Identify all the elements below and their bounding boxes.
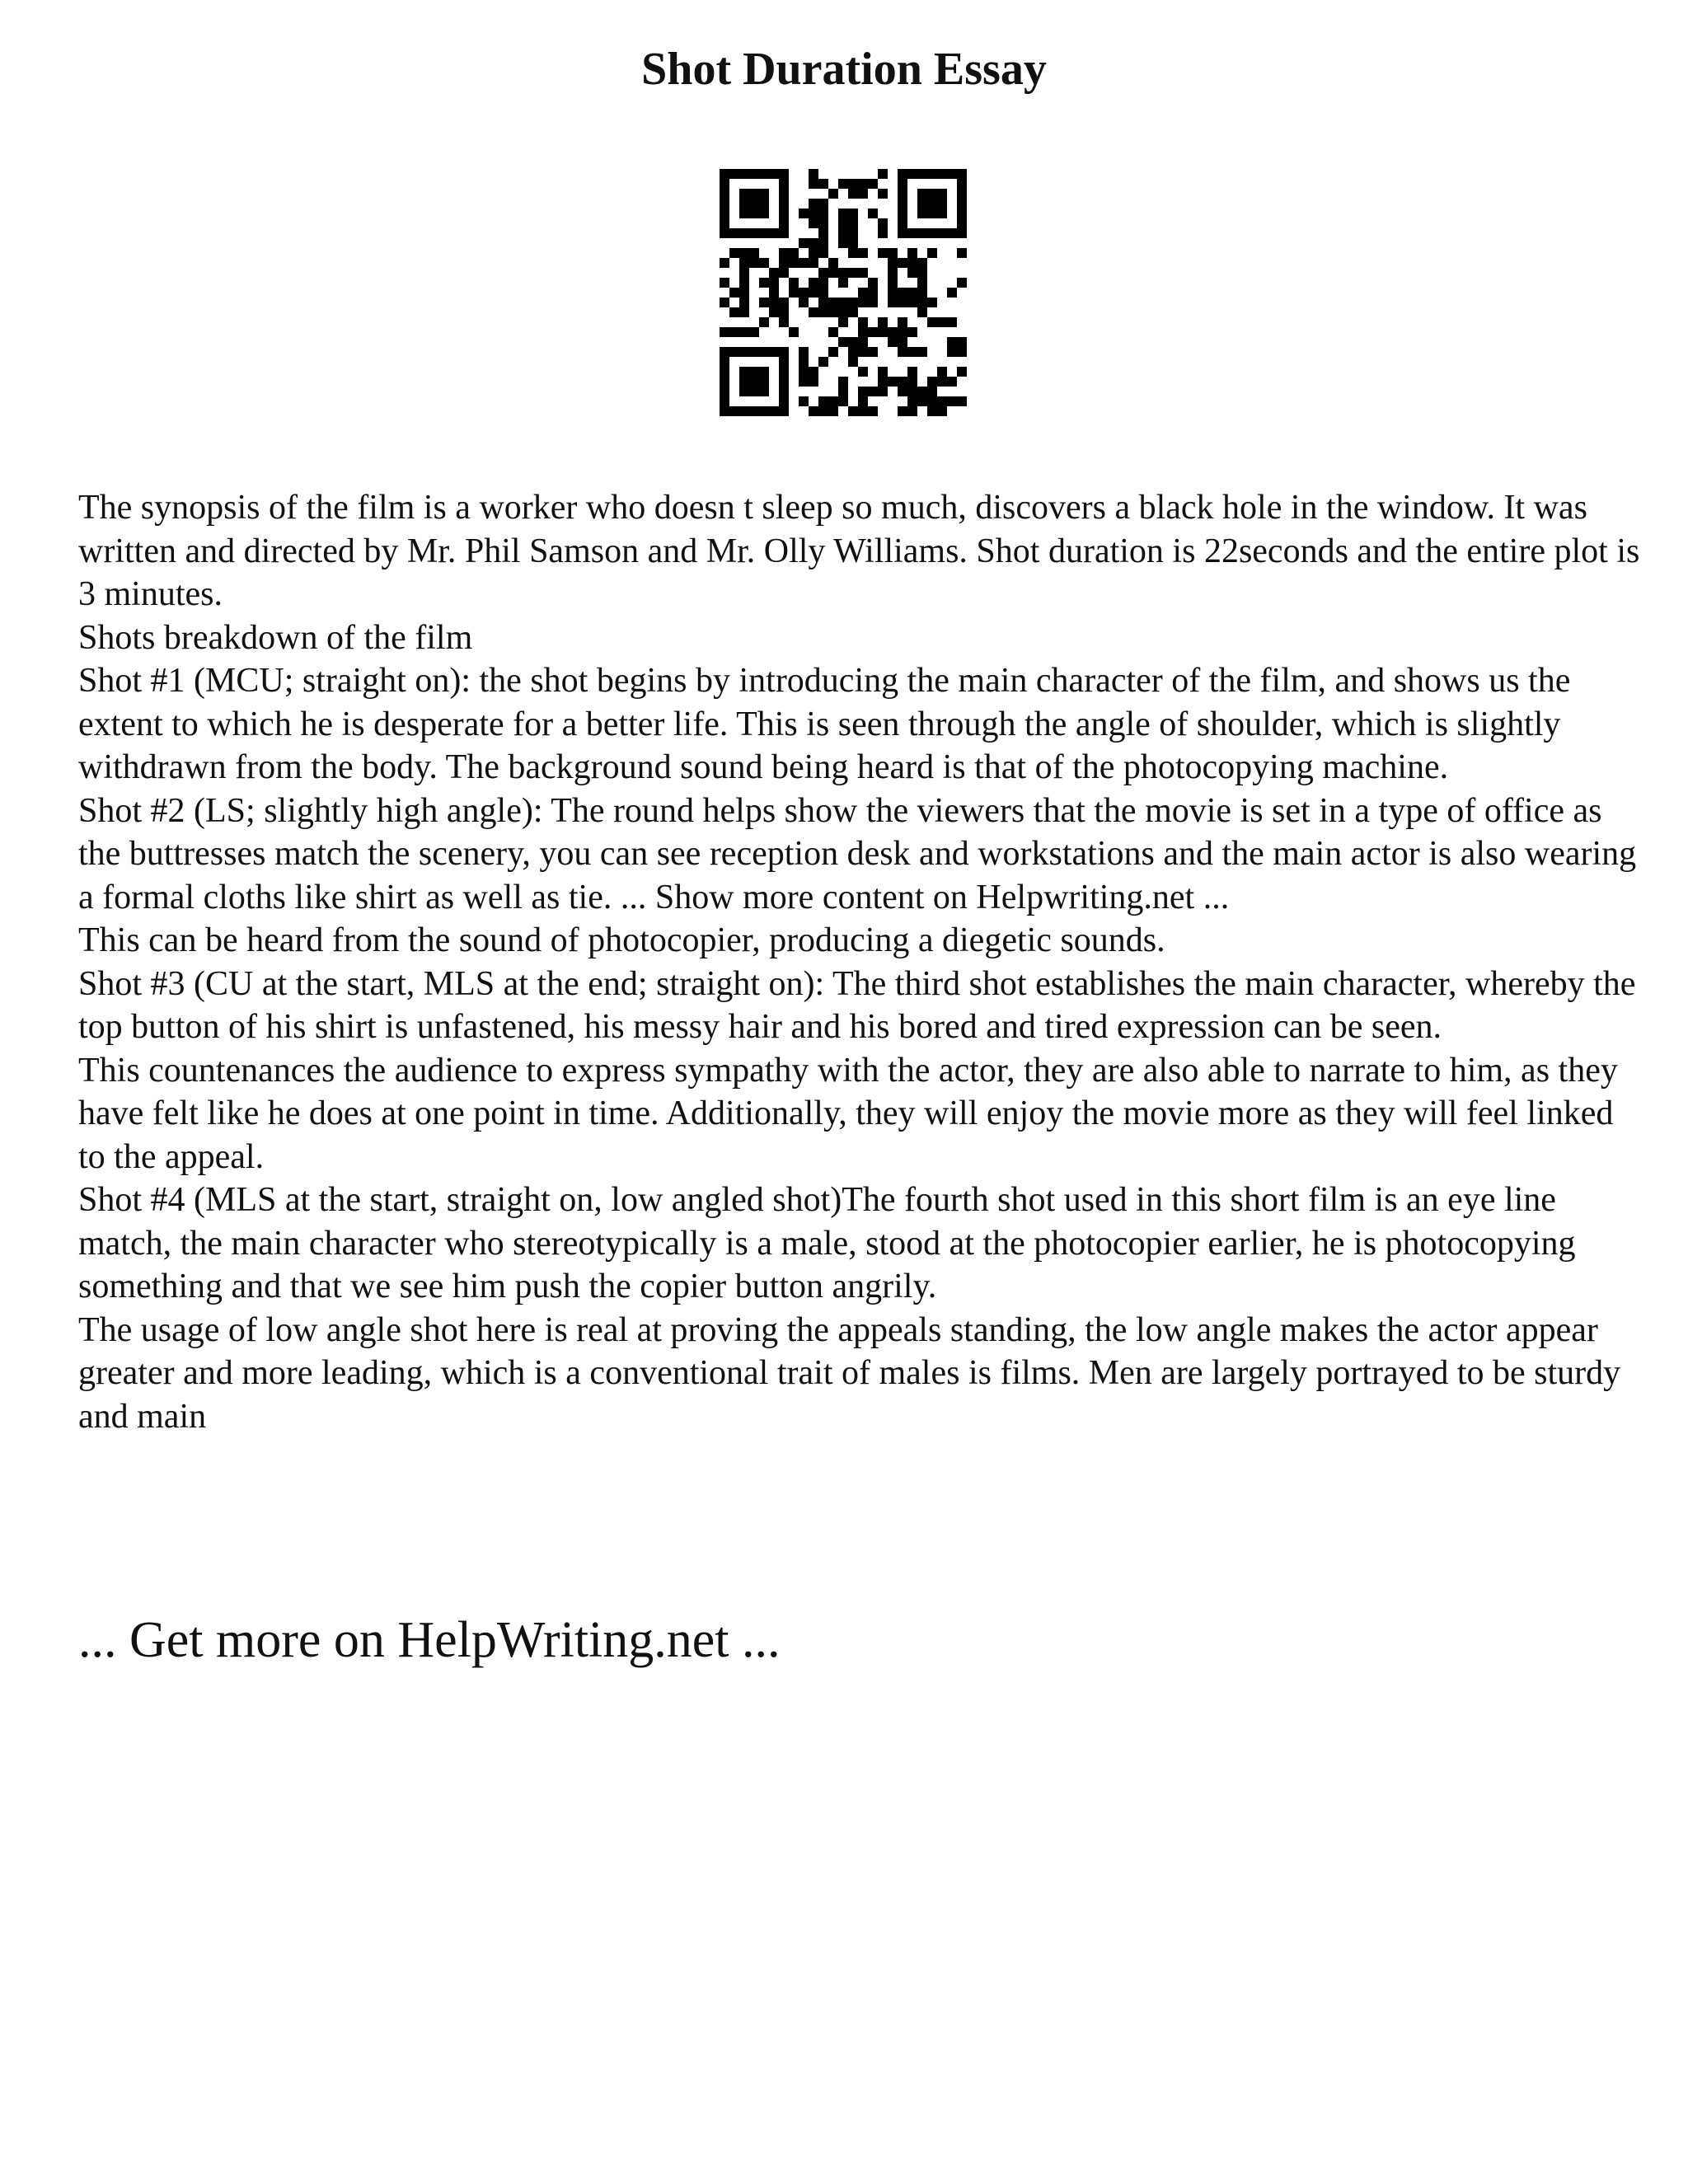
qr-module (878, 367, 888, 377)
qr-module (789, 248, 799, 258)
qr-module (749, 258, 759, 268)
qr-module (818, 228, 828, 238)
qr-module (858, 298, 868, 307)
qr-module (769, 307, 779, 317)
qr-module (848, 298, 858, 307)
paragraph: Shot #4 (MLS at the start, straight on, low angled shot)The fourth shot used in this short film is an eye line match, the main character who stereotypically is a male, stood at the photocopier earlier, he is photocopying something and that we see him push the copier button angrily. (78, 1181, 1576, 1305)
qr-module (888, 298, 898, 307)
qr-module (818, 179, 828, 189)
qr-module (739, 327, 749, 337)
qr-module (917, 347, 927, 357)
qr-module (937, 396, 947, 406)
qr-module (848, 209, 858, 218)
qr-module (720, 327, 729, 337)
qr-module (868, 387, 878, 396)
qr-module (838, 396, 848, 406)
qr-module (907, 298, 917, 307)
qr-module (818, 209, 828, 218)
qr-module (848, 238, 858, 248)
qr-module (907, 396, 917, 406)
qr-module (720, 298, 729, 307)
paragraph: This can be heard from the sound of photocopier, producing a diegetic sounds. (78, 921, 1165, 959)
qr-module (848, 189, 858, 199)
qr-module (947, 337, 957, 347)
qr-module (888, 248, 898, 258)
qr-module (898, 347, 907, 357)
qr-module (917, 288, 927, 298)
qr-module (838, 317, 848, 327)
qr-module (898, 298, 907, 307)
qr-module (799, 238, 809, 248)
qr-module (809, 218, 818, 228)
qr-module (888, 278, 898, 288)
qr-module (818, 307, 828, 317)
qr-module (838, 238, 848, 248)
qr-module (927, 396, 937, 406)
qr-module (937, 317, 947, 327)
qr-module (799, 209, 809, 218)
qr-module (868, 209, 878, 218)
qr-module (947, 347, 957, 357)
qr-module (927, 248, 937, 258)
qr-module (818, 248, 828, 258)
qr-module (838, 387, 848, 396)
qr-module (858, 396, 868, 406)
qr-module (927, 406, 937, 416)
qr-module (799, 298, 809, 307)
qr-module (858, 327, 868, 337)
qr-module (759, 258, 769, 268)
qr-module (878, 189, 888, 199)
qr-module (888, 258, 898, 268)
qr-module (759, 298, 769, 307)
qr-module (888, 327, 898, 337)
qr-module (828, 258, 838, 268)
qr-module (799, 258, 809, 268)
qr-module (818, 268, 828, 278)
qr-module (848, 179, 858, 189)
paragraph: The usage of low angle shot here is real at proving the appeals standing, the low angle makes the actor appear greater and more leading, which is a conventional trait of males is films. Men are largely portrayed to be sturdy and main (78, 1310, 1621, 1436)
qr-module (799, 396, 809, 406)
qr-module (809, 199, 818, 209)
qr-module (907, 268, 917, 278)
qr-module (858, 347, 868, 357)
qr-module (858, 268, 868, 278)
qr-module (868, 406, 878, 416)
qr-module (858, 189, 868, 199)
qr-module (789, 288, 799, 298)
qr-module (937, 406, 947, 416)
qr-module (878, 387, 888, 396)
qr-module (848, 337, 858, 347)
qr-module (828, 396, 838, 406)
qr-module (779, 258, 789, 268)
qr-module (759, 317, 769, 327)
essay-body (78, 486, 1644, 1438)
qr-module (828, 307, 838, 317)
qr-module (898, 258, 907, 268)
qr-module (729, 327, 739, 337)
paragraph: Shot #2 (LS; slightly high angle): The round helps show the viewers that the movie is set in a type of office as the buttresses match the scenery, you can see reception desk and workstations and the main actor is also wearing a formal cloths like shirt as well as tie. ... Show more content on Helpwriting.net ... (78, 791, 1637, 916)
qr-module (838, 377, 848, 387)
qr-module (937, 377, 947, 387)
qr-module (858, 248, 868, 258)
qr-module (809, 307, 818, 317)
qr-module (927, 387, 937, 396)
qr-module (809, 238, 818, 248)
qr-module (809, 288, 818, 298)
qr-module (878, 228, 888, 238)
qr-module (848, 268, 858, 278)
paragraph: Shots breakdown of the film (78, 618, 473, 657)
qr-module (898, 317, 907, 327)
qr-module (957, 278, 967, 288)
qr-module (947, 288, 957, 298)
qr-module (907, 367, 917, 377)
qr-module (888, 377, 898, 387)
qr-module (720, 258, 729, 268)
qr-module (917, 298, 927, 307)
qr-module (917, 387, 927, 396)
qr-module (838, 228, 848, 238)
qr-module (917, 278, 927, 288)
qr-module (848, 228, 858, 238)
qr-module (828, 268, 838, 278)
qr-module (809, 367, 818, 377)
qr-module (729, 307, 739, 317)
qr-module (799, 347, 809, 357)
qr-code (720, 169, 967, 416)
qr-module (818, 288, 828, 298)
qr-module (858, 387, 868, 396)
qr-module (759, 278, 769, 288)
qr-module (868, 179, 878, 189)
qr-module (818, 278, 828, 288)
qr-module (917, 307, 927, 317)
qr-module (878, 327, 888, 337)
qr-module (858, 367, 868, 377)
paragraph: Shot #3 (CU at the start, MLS at the end; straight on): The third shot establishes the main character, whereby the top button of his shirt is unfastened, his messy hair and his bored and tired expression can be seen. (78, 964, 1636, 1046)
qr-module (888, 268, 898, 278)
qr-module (739, 307, 749, 317)
qr-module (769, 298, 779, 307)
qr-module (858, 179, 868, 189)
qr-module (858, 288, 868, 298)
qr-module (848, 347, 858, 357)
qr-module (878, 169, 888, 179)
qr-module (868, 288, 878, 298)
page-title: Shot Duration Essay (641, 44, 1047, 95)
qr-module (828, 347, 838, 357)
qr-module (917, 268, 927, 278)
qr-module (848, 307, 858, 317)
qr-module (799, 377, 809, 387)
qr-module (868, 298, 878, 307)
qr-module (907, 327, 917, 337)
qr-module (848, 406, 858, 416)
qr-module (848, 357, 858, 367)
qr-module (848, 248, 858, 258)
qr-module (818, 238, 828, 248)
qr-module (828, 406, 838, 416)
qr-module (809, 209, 818, 218)
qr-module (799, 357, 809, 367)
qr-module (779, 298, 789, 307)
qr-module (799, 367, 809, 377)
qr-module (818, 406, 828, 416)
qr-module (838, 268, 848, 278)
qr-module (739, 258, 749, 268)
qr-module (828, 189, 838, 199)
qr-module (739, 268, 749, 278)
qr-module (809, 248, 818, 258)
paragraph: This countenances the audience to express sympathy with the actor, they are also able to narrate to him, as they have felt like he does at one point in time. Additionally, they will enjoy the movie more as they will feel linked to the appeal. (78, 1051, 1618, 1176)
qr-module (818, 298, 828, 307)
qr-module (818, 396, 828, 406)
qr-module (769, 268, 779, 278)
qr-module (947, 377, 957, 387)
qr-module (739, 248, 749, 258)
qr-module (907, 248, 917, 258)
qr-module (729, 248, 739, 258)
qr-module (809, 179, 818, 189)
qr-module (888, 337, 898, 347)
qr-module (809, 169, 818, 179)
qr-module (898, 406, 907, 416)
qr-module (898, 387, 907, 396)
qr-module (957, 347, 967, 357)
qr-module (878, 377, 888, 387)
qr-module (739, 278, 749, 288)
qr-module (809, 377, 818, 387)
qr-module (858, 406, 868, 416)
qr-module (809, 406, 818, 416)
qr-module (828, 298, 838, 307)
paragraph: The synopsis of the film is a worker who doesn t sleep so much, discovers a black hole in the window. It was written and directed by Mr. Phil Samson and Mr. Olly Williams. Shot duration is 22seconds and the entire plot is 3 minutes. (78, 489, 1640, 613)
qr-module (907, 347, 917, 357)
qr-module (957, 367, 967, 377)
qr-module (898, 327, 907, 337)
qr-module (848, 218, 858, 228)
qr-module (749, 248, 759, 258)
qr-module (789, 327, 799, 337)
qr-module (779, 307, 789, 317)
qr-module (729, 288, 739, 298)
qr-module (779, 268, 789, 278)
qr-module (739, 298, 749, 307)
qr-module (818, 357, 828, 367)
qr-module (878, 248, 888, 258)
qr-module (809, 278, 818, 288)
qr-module (907, 387, 917, 396)
qr-module (868, 327, 878, 337)
qr-module (769, 288, 779, 298)
qr-module (789, 258, 799, 268)
qr-module (789, 278, 799, 288)
qr-module (907, 406, 917, 416)
get-more-link[interactable]: ... Get more on HelpWriting.net ... (78, 1612, 781, 1668)
qr-module (749, 327, 759, 337)
qr-module (917, 258, 927, 268)
qr-module (957, 396, 967, 406)
qr-module (868, 347, 878, 357)
qr-code-image (720, 169, 967, 416)
qr-module (720, 278, 729, 288)
qr-module (838, 209, 848, 218)
qr-module (898, 337, 907, 347)
qr-module (779, 317, 789, 327)
qr-module (898, 288, 907, 298)
qr-module (927, 298, 937, 307)
paragraph: Shot #1 (MCU; straight on): the shot begins by introducing the main character of the film, and shows us the extent to which he is desperate for a better life. This is seen through the angle of shoulder, which is slightly withdrawn from the body. The background sound being heard is that of the photocopying machine. (78, 662, 1571, 786)
qr-module (818, 218, 828, 228)
qr-module (898, 377, 907, 387)
qr-module (739, 288, 749, 298)
qr-module (838, 179, 848, 189)
qr-module (878, 317, 888, 327)
qr-module (838, 218, 848, 228)
qr-module (907, 377, 917, 387)
qr-module (907, 258, 917, 268)
qr-module (878, 218, 888, 228)
qr-module (828, 327, 838, 337)
qr-module (957, 337, 967, 347)
qr-module (858, 337, 868, 347)
qr-module (937, 367, 947, 377)
qr-module (779, 248, 789, 258)
qr-module (838, 298, 848, 307)
qr-module (858, 317, 868, 327)
qr-module (809, 258, 818, 268)
qr-module (868, 278, 878, 288)
qr-module (888, 288, 898, 298)
qr-module (957, 248, 967, 258)
qr-module (947, 317, 957, 327)
qr-module (838, 337, 848, 347)
qr-module (769, 278, 779, 288)
qr-module (927, 317, 937, 327)
qr-module (907, 288, 917, 298)
qr-module (838, 307, 848, 317)
qr-module (917, 396, 927, 406)
qr-module (838, 278, 848, 288)
qr-module (947, 396, 957, 406)
qr-module (799, 288, 809, 298)
qr-module (927, 377, 937, 387)
qr-module (818, 199, 828, 209)
